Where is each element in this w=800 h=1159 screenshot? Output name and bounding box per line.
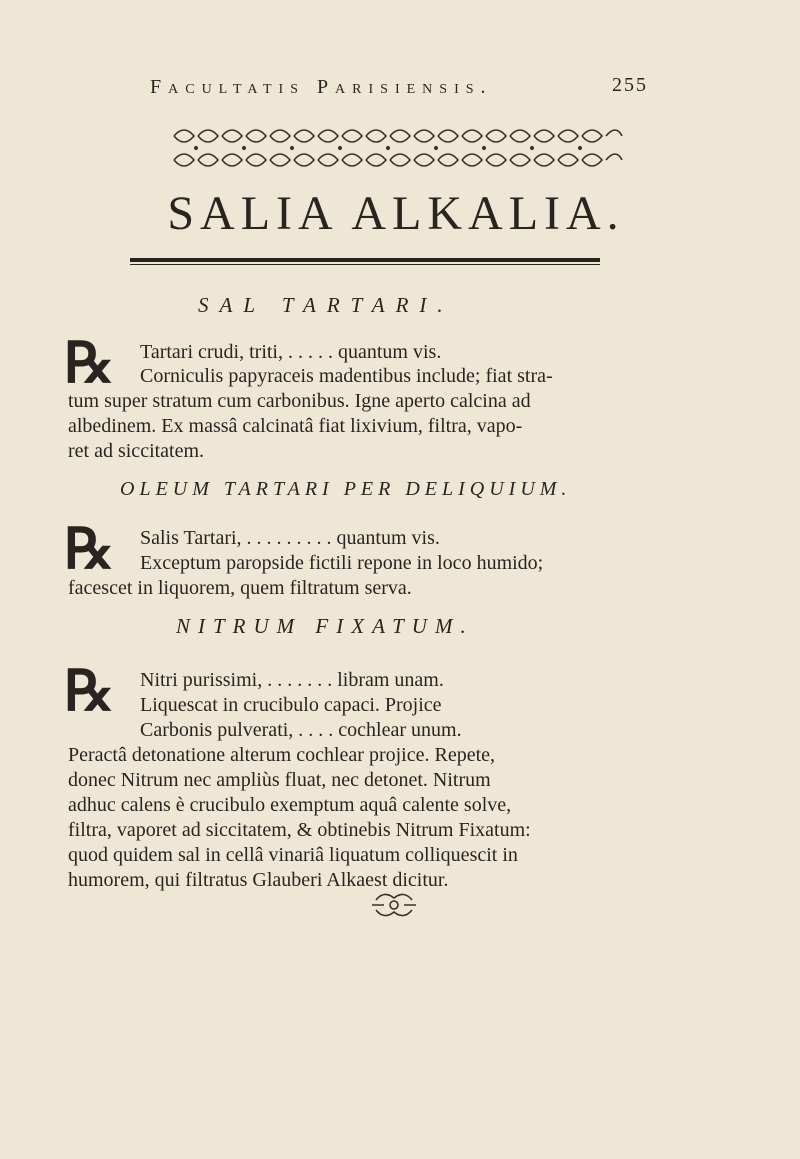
text-line: ret ad siccitatem. [68, 440, 205, 462]
recipe-mark: ℞ [64, 519, 111, 581]
text-line: Exceptum paropside fictili repone in loco humido; [140, 552, 544, 574]
text-line: Carbonis pulverati, . . . . cochlear unum. [140, 719, 462, 741]
tailpiece-ornament [370, 888, 418, 922]
text-line: filtra, vaporet ad siccitatem, & obtinebis Nitrum Fixatum: [68, 819, 531, 841]
text-line: Liquescat in crucibulo capaci. Projice [140, 694, 442, 716]
printers-ornament-band [170, 122, 625, 174]
text-line: facescet in liquorem, quem filtratum serva. [68, 577, 412, 599]
main-title: SALIA ALKALIA. [167, 187, 625, 240]
text-line: albedinem. Ex massâ calcinatâ fiat lixivium, filtra, vapo- [68, 415, 523, 437]
page-number: 255 [612, 74, 648, 96]
text-line: Tartari crudi, triti, . . . . . quantum vis. [140, 341, 442, 363]
recipe-mark: ℞ [64, 661, 111, 723]
text-line: Salis Tartari, . . . . . . . . . quantum vis. [140, 527, 440, 549]
text-line: quod quidem sal in cellâ vinariâ liquatum colliquescit in [68, 844, 518, 866]
text-line: adhuc calens è crucibulo exemptum aquâ calente solve, [68, 794, 512, 816]
recipe-title: OLEUM TARTARI PER DELIQUIUM. [120, 478, 572, 500]
text-line: tum super stratum cum carbonibus. Igne aperto calcina ad [68, 390, 531, 412]
recipe-mark: ℞ [64, 333, 111, 395]
title-rule [130, 258, 600, 266]
text-line: Corniculis papyraceis madentibus include; fiat stra- [140, 365, 553, 387]
text-line: donec Nitrum nec ampliùs fluat, nec detonet. Nitrum [68, 769, 491, 791]
text-line: Peractâ detonatione alterum cochlear projice. Repete, [68, 744, 496, 766]
text-line: humorem, qui filtratus Glauberi Alkaest dicitur. [68, 869, 449, 891]
recipe-title: NITRUM FIXATUM. [176, 614, 474, 638]
recipe-title: SAL TARTARI. [198, 293, 454, 317]
text-line: Nitri purissimi, . . . . . . . libram unam. [140, 669, 444, 691]
running-head: Facultatis Parisiensis. [150, 76, 493, 98]
